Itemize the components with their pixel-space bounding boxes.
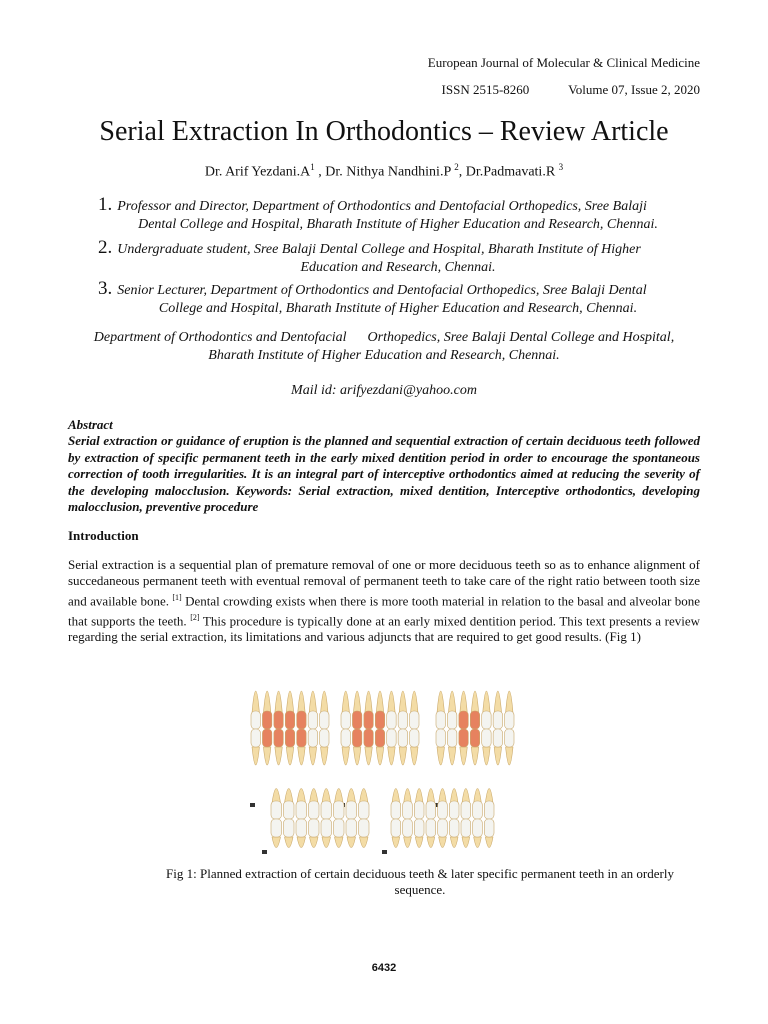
dental-arch-figure	[240, 668, 530, 858]
tooth-crown	[296, 819, 307, 837]
tooth-crown	[251, 711, 260, 729]
tooth-root	[388, 691, 395, 713]
tooth-crown	[473, 801, 483, 819]
affiliation-number: 2.	[98, 237, 113, 258]
affiliation-line: College and Hospital, Bharath Institute of Higher Education and Research, Chennai.	[158, 301, 638, 316]
tooth-crown	[438, 819, 448, 837]
introduction-paragraph	[68, 557, 700, 646]
tooth-root	[321, 691, 328, 713]
affiliation-line: Dental College and Hospital, Bharath Institute of Higher Education and Research, Chennai.	[138, 217, 658, 232]
volume-issue: Volume 07, Issue 2, 2020	[568, 82, 700, 97]
tooth-crown	[359, 801, 370, 819]
abstract-text: Serial extraction or guidance of eruption is the planned and sequential extraction of certain deciduous teeth followed by extraction of specific permanent teeth in the early mixed dentition period in order to encourage the spontaneous correction of tooth irregularities. It is an integral part of interceptive orthodontics aimed at reducing the severity of the developing malocclusion. Keywords: Serial extraction, mixed dentition, Interceptive orthodontics, developing malocclusion, preventive procedure	[68, 433, 700, 514]
panel-label-marker	[262, 850, 267, 854]
tooth-root	[275, 691, 282, 713]
citation-ref: [2]	[190, 612, 200, 622]
tooth-crown	[334, 801, 345, 819]
tooth-crown	[447, 729, 456, 747]
department-line: Bharath Institute of Higher Education and Research, Chennai.	[208, 348, 560, 363]
tooth-crown	[414, 819, 424, 837]
issn: ISSN 2515-8260	[441, 82, 530, 97]
tooth-root	[252, 691, 259, 713]
tooth-crown	[346, 801, 357, 819]
tooth-root	[321, 747, 328, 765]
intro-text: This procedure is typically done at an early mixed dentition period. This text presents a review regarding the serial extraction, its limitations and various adjuncts that are required to get good results. (Fig 1)	[68, 612, 701, 645]
extracted-tooth	[274, 711, 283, 729]
tooth-crown	[438, 801, 448, 819]
extracted-tooth	[297, 711, 306, 729]
department-line: Department of Orthodontics and Dentofacial Orthopedics, Sree Balaji Dental College and Hospital,	[93, 330, 675, 345]
tooth-root	[309, 747, 316, 765]
extracted-tooth	[262, 729, 271, 747]
extracted-tooth	[364, 729, 373, 747]
tooth-root	[342, 747, 349, 765]
introduction-heading: Introduction	[68, 528, 139, 543]
figure-caption: Fig 1: Planned extraction of certain deciduous teeth & later specific permanent teeth in an orderly sequence.	[166, 866, 674, 897]
tooth-root	[285, 837, 294, 848]
tooth-crown	[346, 819, 357, 837]
affiliation-number: 1.	[98, 194, 113, 215]
tooth-root	[353, 691, 360, 713]
tooth-root	[450, 837, 458, 848]
extracted-tooth	[285, 729, 294, 747]
tooth-root	[263, 747, 270, 765]
tooth-crown	[449, 801, 459, 819]
abstract-heading: Abstract	[68, 417, 113, 432]
extracted-tooth	[352, 729, 361, 747]
tooth-crown	[308, 729, 317, 747]
author-name: Dr. Nithya Nandhini.P	[325, 164, 451, 180]
panel-label-marker	[250, 803, 255, 807]
tooth-root	[298, 691, 305, 713]
tooth-crown	[296, 801, 307, 819]
tooth-root	[376, 691, 383, 713]
extracted-tooth	[285, 711, 294, 729]
tooth-crown	[482, 711, 491, 729]
tooth-root	[275, 747, 282, 765]
extracted-tooth	[297, 729, 306, 747]
tooth-root	[263, 691, 270, 713]
department-block	[60, 329, 708, 365]
tooth-root	[309, 691, 316, 713]
tooth-crown	[505, 711, 514, 729]
citation-ref: [1]	[172, 592, 182, 602]
tooth-crown	[391, 819, 401, 837]
tooth-crown	[403, 801, 413, 819]
tooth-root	[388, 747, 395, 765]
tooth-crown	[493, 729, 502, 747]
author-name: Dr. Arif Yezdani.A	[204, 164, 311, 180]
affiliation-1	[98, 196, 698, 234]
extracted-tooth	[274, 729, 283, 747]
tooth-crown	[410, 711, 419, 729]
tooth-root	[335, 837, 344, 848]
tooth-root	[471, 747, 478, 765]
extracted-tooth	[375, 729, 384, 747]
tooth-root	[494, 747, 501, 765]
tooth-crown	[414, 801, 424, 819]
tooth-root	[342, 691, 349, 713]
affiliation-line: Professor and Director, Department of Orthodontics and Dentofacial Orthopedics, Sree Balaji	[117, 199, 647, 214]
tooth-crown	[387, 711, 396, 729]
tooth-crown	[391, 801, 401, 819]
intro-text: Dental crowding exists when there is more tooth material in relation to the basal and alveolar bone that supports the teeth.	[68, 593, 700, 628]
tooth-crown	[284, 819, 295, 837]
tooth-crown	[484, 801, 494, 819]
tooth-crown	[461, 801, 471, 819]
tooth-root	[411, 747, 418, 765]
affiliation-line: Senior Lecturer, Department of Orthodontics and Dentofacial Orthopedics, Sree Balaji Dental	[117, 283, 647, 298]
tooth-crown	[461, 819, 471, 837]
tooth-crown	[403, 819, 413, 837]
dental-arch-panel	[262, 789, 369, 855]
tooth-root	[298, 747, 305, 765]
tooth-crown	[473, 819, 483, 837]
author-sup: 3	[558, 162, 564, 172]
tooth-root	[506, 747, 513, 765]
tooth-crown	[308, 711, 317, 729]
tooth-root	[252, 747, 259, 765]
dental-arch-panel	[382, 789, 494, 855]
tooth-root	[494, 691, 501, 713]
extracted-tooth	[459, 711, 468, 729]
tooth-root	[399, 747, 406, 765]
tooth-root	[462, 837, 470, 848]
tooth-crown	[320, 729, 329, 747]
tooth-root	[322, 837, 331, 848]
tooth-crown	[410, 729, 419, 747]
tooth-root	[471, 691, 478, 713]
tooth-root	[286, 691, 293, 713]
article-title: Serial Extraction In Orthodontics – Review Article	[99, 116, 669, 147]
tooth-crown	[359, 819, 370, 837]
extracted-tooth	[352, 711, 361, 729]
extracted-tooth	[262, 711, 271, 729]
tooth-crown	[320, 711, 329, 729]
extracted-tooth	[364, 711, 373, 729]
tooth-root	[310, 837, 319, 848]
extracted-tooth	[375, 711, 384, 729]
tooth-root	[353, 747, 360, 765]
tooth-crown	[334, 819, 345, 837]
tooth-crown	[284, 801, 295, 819]
tooth-root	[437, 747, 444, 765]
page-number: 6432	[371, 962, 397, 974]
email-line: Mail id: arifyezdani@yahoo.com	[291, 383, 477, 398]
tooth-root	[485, 837, 493, 848]
tooth-crown	[271, 819, 282, 837]
tooth-crown	[309, 801, 320, 819]
extracted-tooth	[459, 729, 468, 747]
tooth-root	[376, 747, 383, 765]
tooth-crown	[436, 729, 445, 747]
tooth-root	[399, 691, 406, 713]
dental-arch-panel	[435, 691, 514, 807]
tooth-crown	[449, 819, 459, 837]
tooth-crown	[251, 729, 260, 747]
tooth-root	[347, 837, 356, 848]
tooth-root	[392, 837, 400, 848]
tooth-root	[474, 837, 482, 848]
tooth-crown	[398, 711, 407, 729]
affiliation-line: Undergraduate student, Sree Balaji Dental College and Hospital, Bharath Institute of Higher	[117, 242, 641, 257]
tooth-root	[460, 691, 467, 713]
tooth-root	[411, 691, 418, 713]
tooth-crown	[484, 819, 494, 837]
tooth-crown	[321, 801, 332, 819]
affiliation-2	[98, 239, 698, 277]
tooth-crown	[398, 729, 407, 747]
tooth-crown	[482, 729, 491, 747]
tooth-root	[286, 747, 293, 765]
tooth-root	[272, 837, 281, 848]
tooth-root	[448, 691, 455, 713]
tooth-crown	[309, 819, 320, 837]
author-sup: 1	[310, 162, 315, 172]
tooth-crown	[387, 729, 396, 747]
affiliation-line: Education and Research, Chennai.	[300, 260, 496, 275]
journal-name: European Journal of Molecular & Clinical Medicine	[427, 55, 700, 70]
extracted-tooth	[470, 711, 479, 729]
tooth-crown	[505, 729, 514, 747]
tooth-root	[448, 747, 455, 765]
extracted-tooth	[470, 729, 479, 747]
affiliation-3	[98, 280, 698, 318]
tooth-crown	[426, 819, 436, 837]
tooth-root	[506, 691, 513, 713]
tooth-crown	[271, 801, 282, 819]
tooth-root	[360, 837, 369, 848]
intro-text: Serial extraction is a sequential plan of premature removal of one or more deciduous teeth so as to enhance alignment of succedaneous permanent teeth with eventual removal of permanent teeth to take care of the right ratio between tooth size and available bone.	[68, 557, 700, 609]
tooth-crown	[341, 729, 350, 747]
tooth-root	[483, 747, 490, 765]
tooth-root	[404, 837, 412, 848]
tooth-root	[439, 837, 447, 848]
author-sup: 2	[454, 162, 459, 172]
tooth-root	[415, 837, 423, 848]
tooth-root	[483, 691, 490, 713]
tooth-crown	[341, 711, 350, 729]
tooth-crown	[447, 711, 456, 729]
tooth-crown	[493, 711, 502, 729]
tooth-crown	[436, 711, 445, 729]
tooth-crown	[426, 801, 436, 819]
tooth-root	[460, 747, 467, 765]
tooth-root	[365, 691, 372, 713]
author-list: Dr. Arif $Yezdani.A^1$ , Dr. Nithya Nandhini.P $^2$, Dr.Padmavati.R $^3$	[204, 162, 564, 180]
author-name: Dr.Padmavati.R	[465, 164, 556, 180]
tooth-root	[297, 837, 306, 848]
affiliation-number: 3.	[98, 278, 113, 299]
tooth-root	[365, 747, 372, 765]
tooth-root	[437, 691, 444, 713]
panel-label-marker	[382, 850, 387, 854]
tooth-crown	[321, 819, 332, 837]
issn-volume-line	[442, 82, 700, 98]
tooth-root	[427, 837, 435, 848]
